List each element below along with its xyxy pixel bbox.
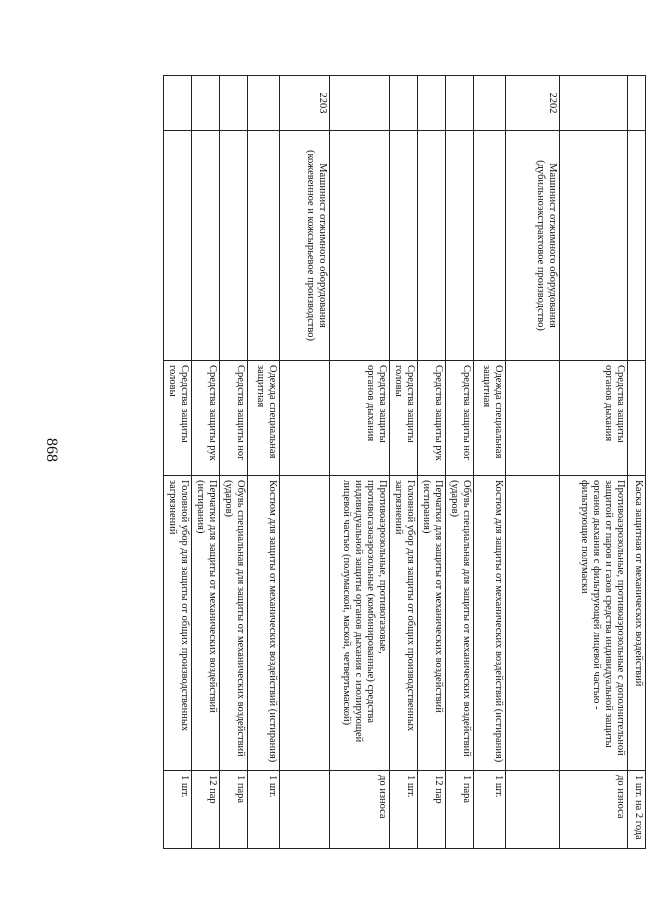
position-cell bbox=[560, 131, 628, 361]
table-row bbox=[330, 76, 390, 849]
norm-description-cell: Обувь специальная для защиты от механических воздействий (ударов) bbox=[220, 476, 248, 771]
row-number-cell bbox=[390, 76, 418, 131]
table-row bbox=[418, 76, 446, 849]
row-number-cell bbox=[248, 76, 280, 131]
position-cell: Машинист отжимного оборудования (дубильноэкстрактовое производство) bbox=[506, 131, 560, 361]
position-cell bbox=[248, 131, 280, 361]
norm-description-cell: Каска защитная от механических воздействий bbox=[628, 476, 646, 771]
row-number-cell: 2203 bbox=[280, 76, 330, 131]
position-cell bbox=[192, 131, 220, 361]
table-row bbox=[506, 76, 560, 849]
row-number-cell bbox=[474, 76, 506, 131]
quantity-cell bbox=[506, 771, 560, 849]
position-cell: Машинист отжимного оборудования (кожевенное и кожсырьевое производство) bbox=[280, 131, 330, 361]
norm-description-cell bbox=[280, 476, 330, 771]
quantity-cell: до износа bbox=[560, 771, 628, 849]
norm-description-cell: Костюм для защиты от механических воздействий (истирания) bbox=[474, 476, 506, 771]
norm-description-cell bbox=[506, 476, 560, 771]
norm-description-cell: Головной убор для защиты от общих производственных загрязнений bbox=[390, 476, 418, 771]
row-number-cell bbox=[446, 76, 474, 131]
ppe-type-cell: Средства защиты рук bbox=[192, 361, 220, 476]
norm-description-cell: Противоаэрозольные, противогазовые, противогазоаэрозольные (комбинированные) средства индивидуальной защиты органов дыхания с изолирующей лицевой частью (полумаской, маской, четвертьмаской) bbox=[330, 476, 390, 771]
norm-description-cell: Обувь специальная для защиты от механических воздействий (ударов) bbox=[446, 476, 474, 771]
ppe-type-cell: Одежда специальная защитная bbox=[248, 361, 280, 476]
position-cell bbox=[446, 131, 474, 361]
ppe-type-cell: Средства защиты рук bbox=[418, 361, 446, 476]
position-cell bbox=[164, 131, 192, 361]
quantity-cell: 1 шт. bbox=[248, 771, 280, 849]
ppe-type-cell bbox=[506, 361, 560, 476]
quantity-cell: 1 пара bbox=[446, 771, 474, 849]
position-cell bbox=[220, 131, 248, 361]
row-number-cell bbox=[330, 76, 390, 131]
ppe-type-cell: Средства защиты органов дыхания bbox=[330, 361, 390, 476]
ppe-type-cell bbox=[628, 361, 646, 476]
norm-description-cell: Перчатки для защиты от механических воздействий (истирания) bbox=[192, 476, 220, 771]
position-cell bbox=[418, 131, 446, 361]
ppe-type-cell: Средства защиты органов дыхания bbox=[560, 361, 628, 476]
table-row bbox=[390, 76, 418, 849]
quantity-cell: 1 шт. bbox=[474, 771, 506, 849]
norm-description-cell: Головной убор для защиты от общих производственных загрязнений bbox=[164, 476, 192, 771]
position-cell bbox=[330, 131, 390, 361]
table-row bbox=[560, 76, 628, 849]
table-row bbox=[280, 76, 330, 849]
rotated-page-content bbox=[167, 75, 646, 848]
position-cell bbox=[390, 131, 418, 361]
quantity-cell: 1 шт. bbox=[390, 771, 418, 849]
quantity-cell: 12 пар bbox=[192, 771, 220, 849]
quantity-cell: до износа bbox=[330, 771, 390, 849]
ppe-type-cell: Средства защиты головы bbox=[164, 361, 192, 476]
table-body bbox=[164, 76, 646, 849]
row-number-cell bbox=[164, 76, 192, 131]
row-number-cell bbox=[192, 76, 220, 131]
table-row bbox=[164, 76, 192, 849]
quantity-cell: 1 пара bbox=[220, 771, 248, 849]
position-cell bbox=[628, 131, 646, 361]
ppe-type-cell: Средства защиты ног bbox=[220, 361, 248, 476]
table-row bbox=[192, 76, 220, 849]
norm-description-cell: Перчатки для защиты от механических воздействий (истирания) bbox=[418, 476, 446, 771]
table-row bbox=[220, 76, 248, 849]
table-row bbox=[628, 76, 646, 849]
table-row bbox=[446, 76, 474, 849]
ppe-norms-table bbox=[163, 75, 646, 849]
norm-description-cell: Костюм для защиты от механических воздействий (истирания) bbox=[248, 476, 280, 771]
row-number-cell bbox=[560, 76, 628, 131]
quantity-cell: 12 пар bbox=[418, 771, 446, 849]
table-row bbox=[248, 76, 280, 849]
quantity-cell: 1 шт. bbox=[164, 771, 192, 849]
ppe-type-cell: Средства защиты ног bbox=[446, 361, 474, 476]
norm-description-cell: Противоаэрозольные, противоаэрозольные с дополнительной защитой от паров и газов средства индивидуальной защиты органов дыхания с фильтрующей лицевой частью - фильтрующие полумаски bbox=[560, 476, 628, 771]
row-number-cell bbox=[418, 76, 446, 131]
row-number-cell bbox=[628, 76, 646, 131]
table-row bbox=[474, 76, 506, 849]
row-number-cell bbox=[220, 76, 248, 131]
row-number-cell: 2202 bbox=[506, 76, 560, 131]
page-number: 868 bbox=[43, 438, 60, 462]
position-cell bbox=[474, 131, 506, 361]
ppe-type-cell bbox=[280, 361, 330, 476]
ppe-type-cell: Средства защиты головы bbox=[390, 361, 418, 476]
quantity-cell bbox=[280, 771, 330, 849]
ppe-type-cell: Одежда специальная защитная bbox=[474, 361, 506, 476]
quantity-cell: 1 шт. на 2 года bbox=[628, 771, 646, 849]
